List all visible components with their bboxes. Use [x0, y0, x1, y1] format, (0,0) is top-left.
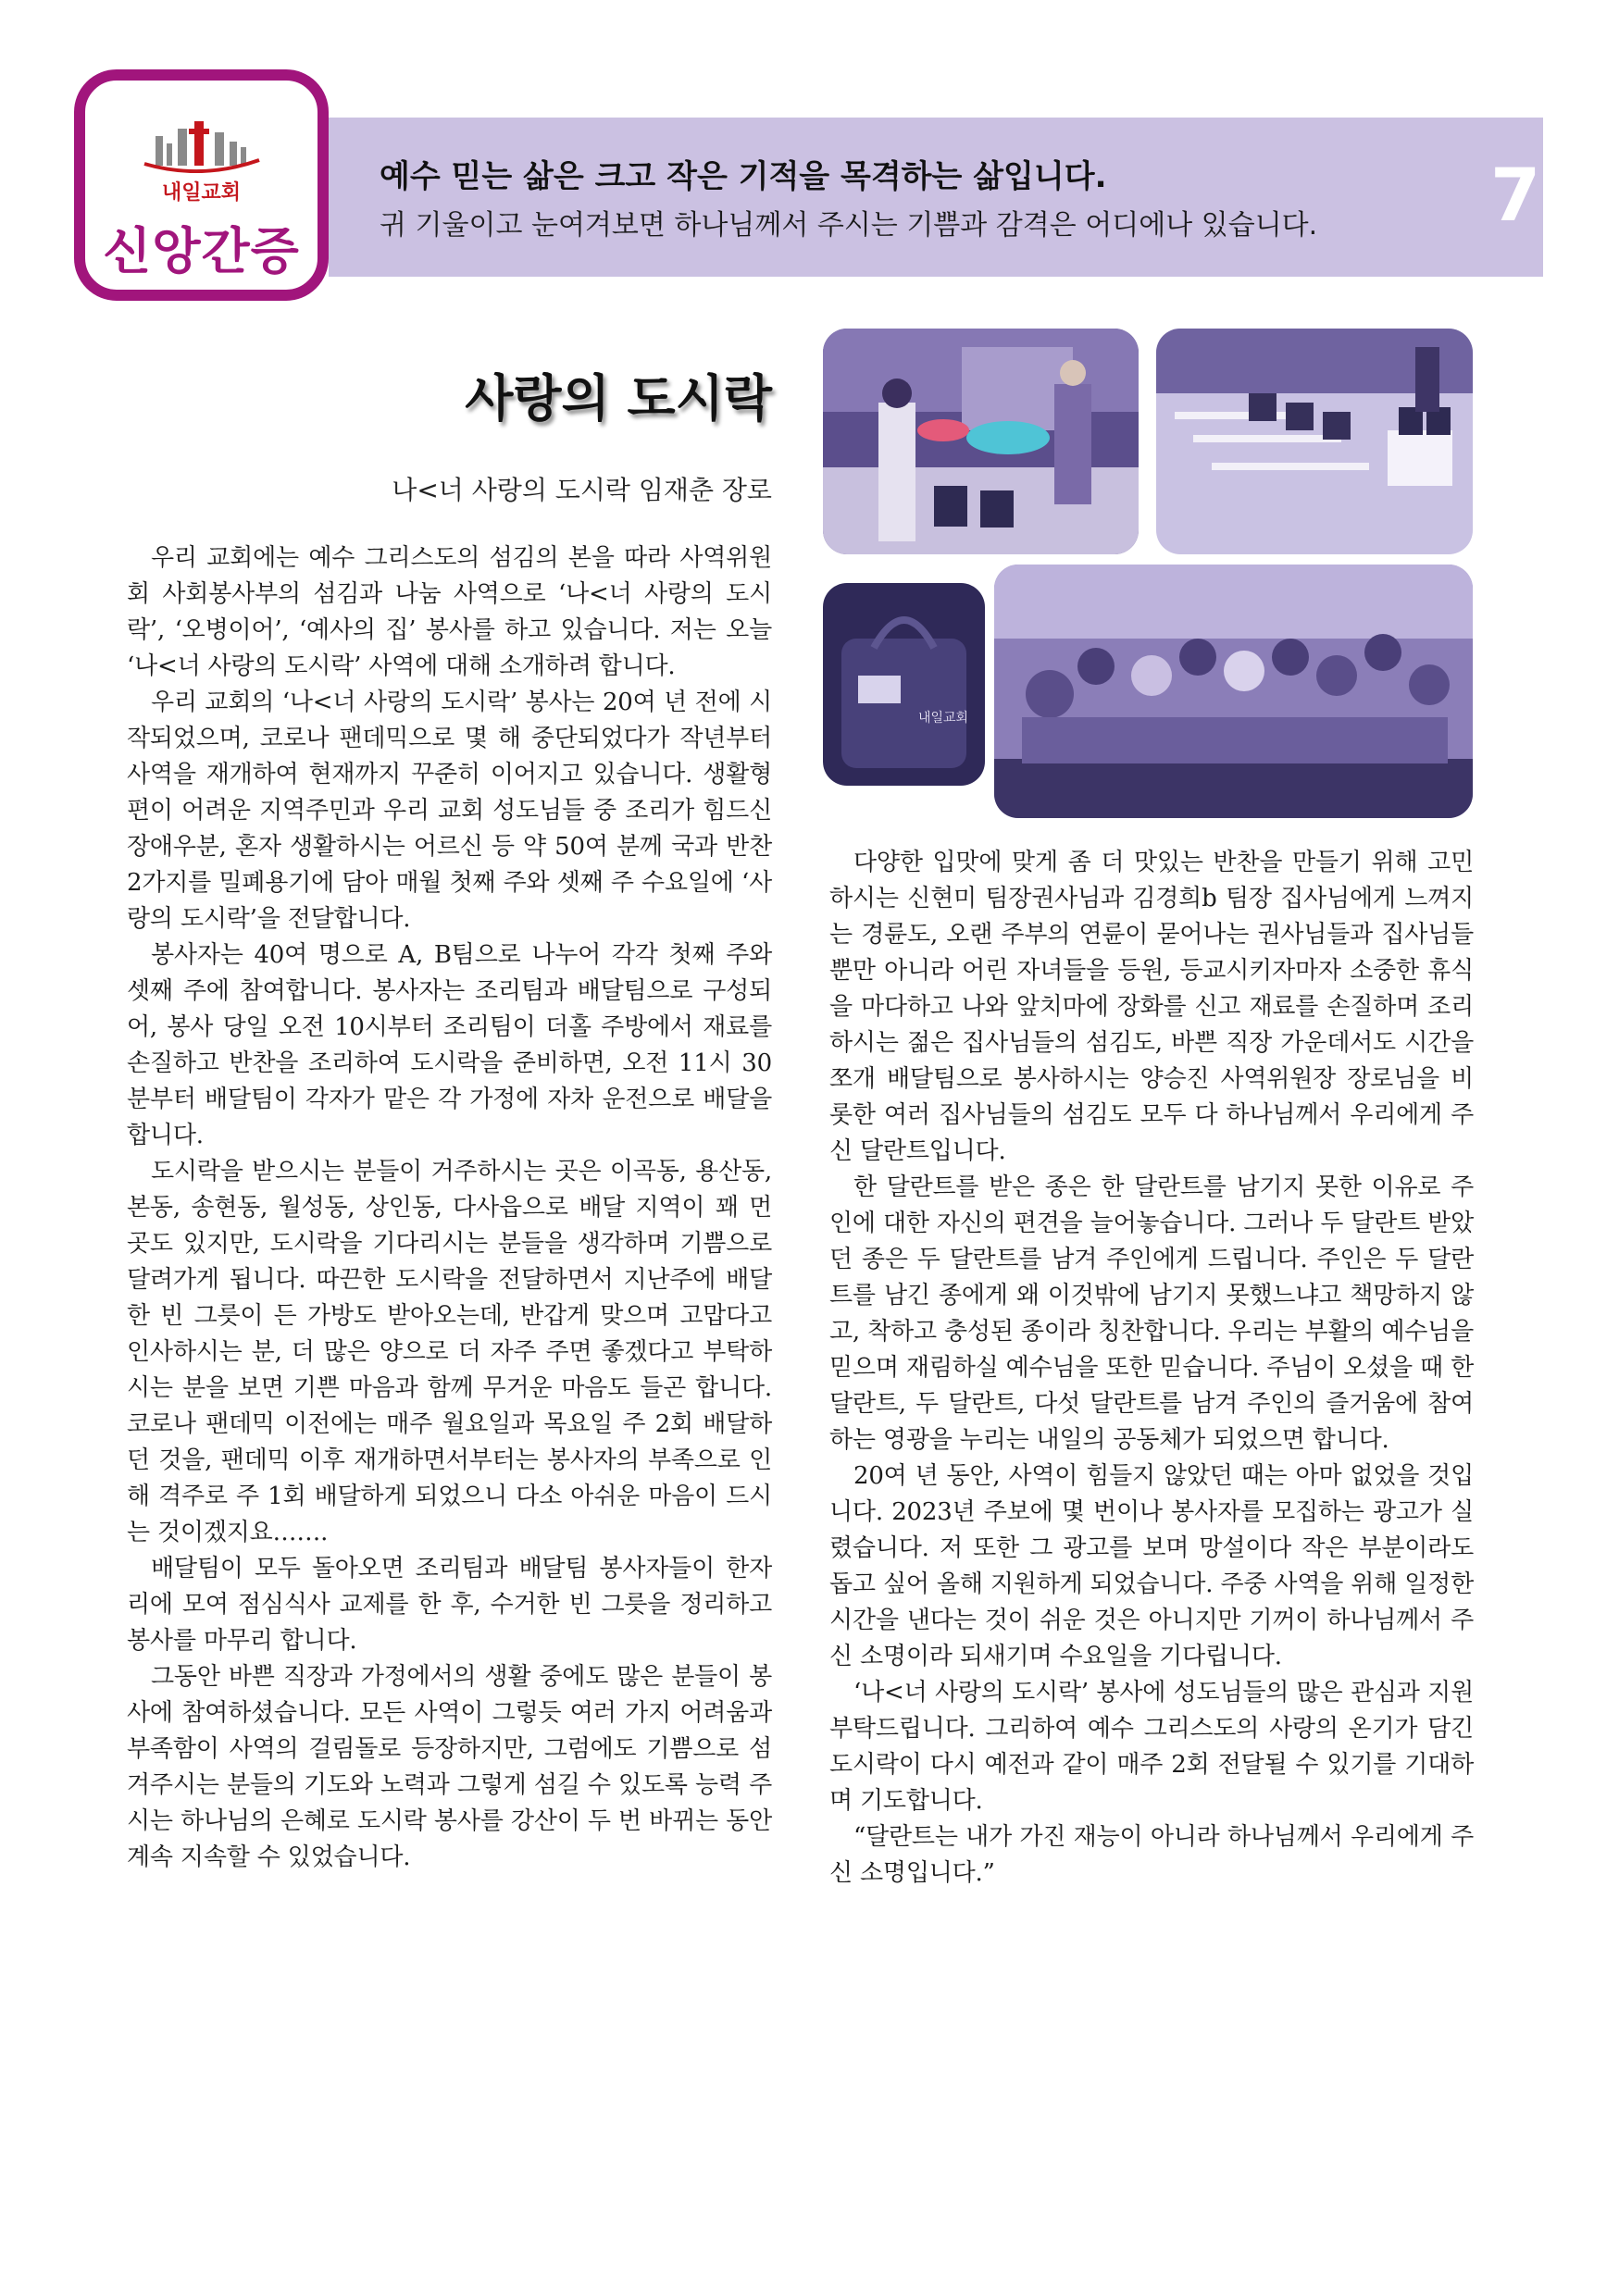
section-badge — [74, 69, 329, 301]
article-left-column — [127, 540, 772, 1876]
paragraph: 우리 교회의 ‘나<너 사랑의 도시락’ 봉사는 20여 년 전에 시작되었으며, 코로나 팬데믹으로 몇 해 중단되었다가 작년부터 사역을 재개하여 현재까지 꾸준히 이어지고 있습니다. 생활형편이 어려운 지역주민과 우리 교회 성도님들 중 조리가 힘드신 장애우분, 혼자 생활하시는 어르신 등 약 50여 분께 국과 반찬 2가지를 밀폐용기에 담아 매월 첫째 주와 셋째 주 수요일에 ‘사랑의 도시락’을 전달합니다. — [127, 689, 772, 933]
header-headline: 예수 믿는 삶은 크고 작은 기적을 목격하는 삶입니다. — [380, 158, 1107, 195]
section-title: 신앙간증 — [103, 222, 300, 280]
bag-logo-text: 내일교회 — [917, 711, 969, 726]
article-byline: 나<너 사랑의 도시락 임재춘 장로 — [392, 475, 772, 505]
paragraph: 그동안 바쁜 직장과 가정에서의 생활 중에도 많은 분들이 봉사에 참여하셨습니다. 모든 사역이 그렇듯 여러 가지 어려움과 부족함이 사역의 걸림돌로 등장하지만, 그럼에도 기쁨으로 섬겨주시는 분들의 기도와 노력과 그렇게 섬길 수 있도록 능력 주시는 하나님의 은혜로 도시락 봉사를 강산이 두 번 바뀌는 동안 계속 지속할 수 있었습니다. — [127, 1663, 772, 1871]
paragraph: “달란트는 내가 가진 재능이 아니라 하나님께서 우리에게 주신 소명입니다.” — [829, 1823, 1474, 1887]
lunch-bag-photo — [823, 583, 985, 786]
paragraph: ‘나<너 사랑의 도시락’ 봉사에 성도님들의 많은 관심과 지원 부탁드립니다. 그리하여 예수 그리스도의 사랑의 온기가 담긴 도시락이 다시 예전과 같이 매주 2회 전달될 수 있기를 기대하며 기도합니다. — [829, 1679, 1474, 1815]
paragraph: 도시락을 받으시는 분들이 거주하시는 곳은 이곡동, 용산동, 본동, 송현동, 월성동, 상인동, 다사읍으로 배달 지역이 꽤 먼 곳도 있지만, 도시락을 기다리시는 분들을 생각하며 기쁨으로 달려가게 됩니다. 따끈한 도시락을 전달하면서 지난주에 배달한 빈 그릇이 든 가방도 받아오는데, 반갑게 맞으며 고맙다고 인사하시는 분, 더 많은 양으로 더 자주 주면 좋겠다고 부탁하시는 분을 보면 기쁜 마음과 함께 무거운 마음도 들곤 합니다. 코로나 팬데믹 이전에는 매주 월요일과 목요일 주 2회 배달하던 것을, 팬데믹 이후 재개하면서부터는 봉사자의 부족으로 인해 격주로 주 1회 배달하게 되었으니 다소 아쉬운 마음이 드시는 것이겠지요……. — [127, 1158, 772, 1546]
paragraph: 한 달란트를 받은 종은 한 달란트를 남기지 못한 이유로 주인에 대한 자신의 편견을 늘어놓습니다. 그러나 두 달란트 받았던 종은 두 달란트를 남겨 주인에게 드립니다. 주인은 두 달란트를 남긴 종에게 왜 이것밖에 남기지 못했느냐고 책망하지 않고, 착하고 충성된 종이라 칭찬합니다. 우리는 부활의 예수님을 믿으며 재림하실 예수님을 또한 믿습니다. 주님이 오셨을 때 한 달란트, 두 달란트, 다섯 달란트를 남겨 주인의 즐거움에 참여하는 영광을 누리는 내일의 공동체가 되었으면 합니다. — [829, 1173, 1474, 1454]
volunteers-group-photo — [994, 565, 1473, 818]
kitchen-photo — [823, 329, 1139, 554]
header-band — [329, 118, 1543, 277]
header-subheadline: 귀 기울이고 눈여겨보면 하나님께서 주시는 기쁨과 감격은 어디에나 있습니다. — [380, 209, 1318, 242]
article-right-column — [829, 845, 1474, 1892]
church-logo-icon — [137, 108, 267, 173]
page-number: 7 — [1490, 155, 1541, 238]
church-name: 내일교회 — [161, 181, 241, 205]
paragraph: 20여 년 동안, 사역이 힘들지 않았던 때는 아마 없었을 것입니다. 2023년 주보에 몇 번이나 봉사자를 모집하는 광고가 실렸습니다. 저 또한 그 광고를 보며 망설이다 작은 부분이라도 돕고 싶어 올해 지원하게 되었습니다. 주중 사역을 위해 일정한 시간을 낸다는 것이 쉬운 것은 아니지만 기꺼이 하나님께서 주신 소명이라 되새기며 수요일을 기다립니다. — [829, 1462, 1474, 1670]
paragraph: 배달팀이 모두 돌아오면 조리팀과 배달팀 봉사자들이 한자리에 모여 점심식사 교제를 한 후, 수거한 빈 그릇을 정리하고 봉사를 마무리 합니다. — [127, 1555, 772, 1655]
article-title: 사랑의 도시락 — [465, 369, 772, 428]
dining-hall-photo — [1156, 329, 1473, 554]
paragraph: 우리 교회에는 예수 그리스도의 섬김의 본을 따라 사역위원회 사회봉사부의 섬김과 나눔 사역으로 ‘나<너 사랑의 도시락’, ‘오병이어’, ‘예사의 집’ 봉사를 하고 있습니다. 저는 오늘 ‘나<너 사랑의 도시락’ 사역에 대해 소개하려 합니다. — [127, 544, 772, 680]
paragraph: 다양한 입맛에 맞게 좀 더 맛있는 반찬을 만들기 위해 고민하시는 신현미 팀장권사님과 김경희b 팀장 집사님에게 느껴지는 경륜도, 오랜 주부의 연륜이 묻어나는 권사님들과 집사님들뿐만 아니라 어린 자녀들을 등원, 등교시키자마자 소중한 휴식을 마다하고 나와 앞치마에 장화를 신고 재료를 손질하며 조리하시는 젊은 집사님들의 섬김도, 바쁜 직장 가운데서도 시간을 쪼개 배달팀으로 봉사하시는 양승진 사역위원장 장로님을 비롯한 여러 집사님들의 섬김도 모두 다 하나님께서 우리에게 주신 달란트입니다. — [829, 849, 1474, 1165]
paragraph: 봉사자는 40여 명으로 A, B팀으로 나누어 각각 첫째 주와 셋째 주에 참여합니다. 봉사자는 조리팀과 배달팀으로 구성되어, 봉사 당일 오전 10시부터 조리팀이 더홀 주방에서 재료를 손질하고 반찬을 조리하여 도시락을 준비하면, 오전 11시 30분부터 배달팀이 각자가 맡은 각 가정에 자차 운전으로 배달을 합니다. — [127, 941, 772, 1149]
